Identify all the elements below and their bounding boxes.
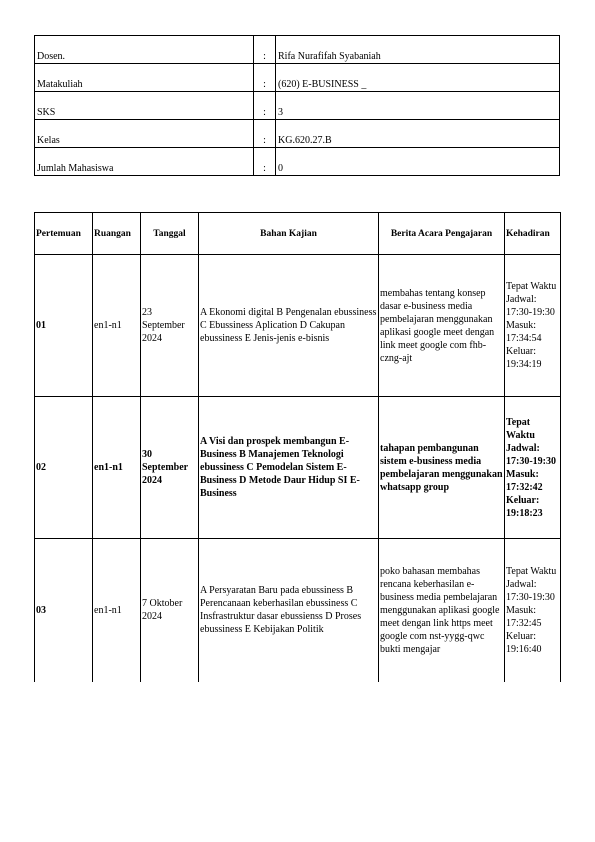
cell-ruangan: en1-n1 (93, 539, 141, 682)
cell-pertemuan: 03 (35, 539, 93, 682)
table-row (35, 397, 561, 539)
header-kehadiran: Kehadiran (505, 213, 561, 255)
cell-tanggal: 30 September 2024 (141, 397, 199, 539)
cell-ruangan: en1-n1 (93, 397, 141, 539)
info-row-kelas (35, 120, 560, 148)
info-label: Matakuliah (35, 64, 254, 92)
header-tanggal: Tanggal (141, 213, 199, 255)
info-value: Rifa Nurafifah Syabaniah (276, 36, 560, 64)
table-row (35, 255, 561, 397)
info-separator: : (254, 148, 276, 176)
header-ruangan: Ruangan (93, 213, 141, 255)
cell-kehadiran: Tepat Waktu Jadwal: 17:30-19:30 Masuk: 17:32:42 Keluar: 19:18:23 (505, 397, 561, 539)
info-row-dosen (35, 36, 560, 64)
info-row-matakuliah (35, 64, 560, 92)
cell-berita-acara: poko bahasan membahas rencana keberhasilan e-business media pembelajaran menggunakan aplikasi google meet dengan link https meet google com nst-yygg-qwc bukti mengajar (379, 539, 505, 682)
cell-bahan-kajian: A Visi dan prospek membangun E-Business B Manajemen Teknologi ebussiness C Pemodelan Sistem E-Business D Metode Daur Hidup SI E- Business (199, 397, 379, 539)
info-separator: : (254, 120, 276, 148)
cell-tanggal: 7 Oktober 2024 (141, 539, 199, 682)
info-label: Dosen. (35, 36, 254, 64)
meetings-table (34, 212, 561, 682)
course-info-table (34, 35, 560, 176)
cell-ruangan: en1-n1 (93, 255, 141, 397)
info-separator: : (254, 36, 276, 64)
info-separator: : (254, 64, 276, 92)
cell-berita-acara: tahapan pembangunan sistem e-business media pembelajaran menggunakan whatsapp group (379, 397, 505, 539)
info-row-sks (35, 92, 560, 120)
info-value: 0 (276, 148, 560, 176)
table-row (35, 539, 561, 682)
cell-kehadiran: Tepat Waktu Jadwal: 17:30-19:30 Masuk: 17:32:45 Keluar: 19:16:40 (505, 539, 561, 682)
cell-bahan-kajian: A Persyaratan Baru pada ebussiness B Perencanaan keberhasilan ebussiness C Insfrastruktur dasar ebussienss D Proses ebussiness E Kebijakan Politik (199, 539, 379, 682)
header-bahan-kajian: Bahan Kajian (199, 213, 379, 255)
cell-tanggal: 23 September 2024 (141, 255, 199, 397)
info-value: 3 (276, 92, 560, 120)
header-pertemuan: Pertemuan (35, 213, 93, 255)
info-label: Jumlah Mahasiswa (35, 148, 254, 176)
cell-berita-acara: membahas tentang konsep dasar e-business media pembelajaran menggunakan aplikasi google meet dengan link meet google com fhb-czng-ajt (379, 255, 505, 397)
meetings-header-row (35, 213, 561, 255)
cell-kehadiran: Tepat Waktu Jadwal: 17:30-19:30 Masuk: 17:34:54 Keluar: 19:34:19 (505, 255, 561, 397)
cell-pertemuan: 02 (35, 397, 93, 539)
cell-pertemuan: 01 (35, 255, 93, 397)
header-berita-acara: Berita Acara Pengajaran (379, 213, 505, 255)
info-value: KG.620.27.B (276, 120, 560, 148)
info-separator: : (254, 92, 276, 120)
info-value: (620) E-BUSINESS _ (276, 64, 560, 92)
info-label: SKS (35, 92, 254, 120)
info-label: Kelas (35, 120, 254, 148)
cell-bahan-kajian: A Ekonomi digital B Pengenalan ebussiness C Ebussiness Aplication D Cakupan ebussiness E Jenis-jenis e-bisnis (199, 255, 379, 397)
info-row-jumlah-mahasiswa (35, 148, 560, 176)
